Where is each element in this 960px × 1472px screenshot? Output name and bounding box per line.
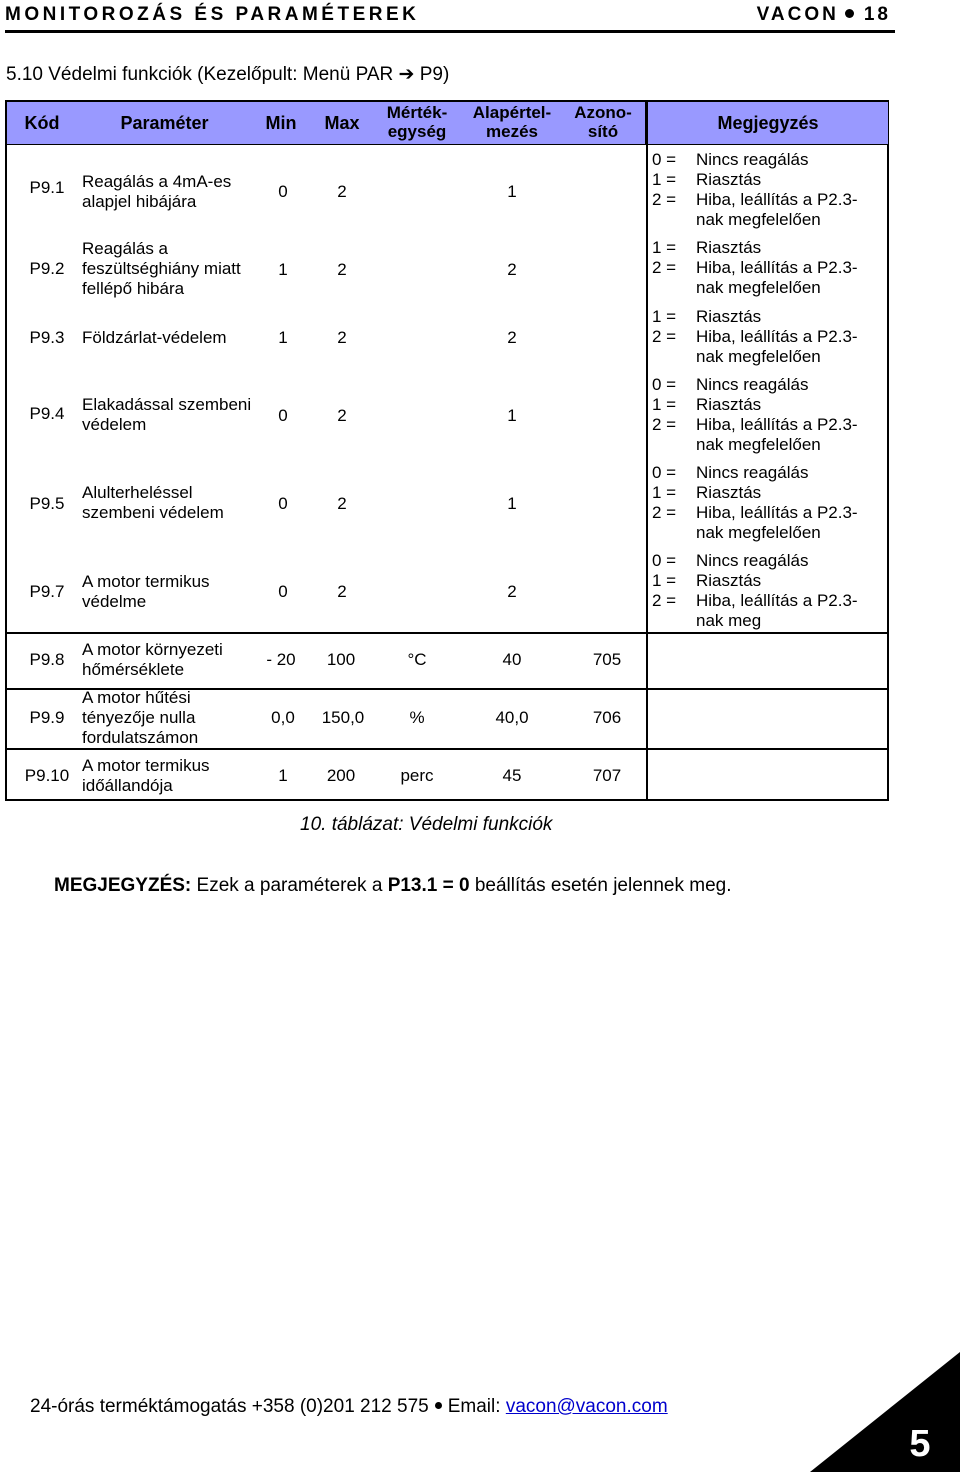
note-text: Riasztás: [696, 395, 762, 414]
note-code: 2 =: [652, 190, 677, 209]
note-text: nak megfelelően: [696, 210, 821, 229]
page-footer: [30, 1396, 668, 1418]
note-code: 2 =: [652, 258, 677, 277]
col-header-notes: Megjegyzés: [717, 113, 819, 133]
note-text: Hiba, leállítás a P2.3-: [696, 190, 858, 209]
row-max: 2: [337, 182, 347, 201]
support-text: 24-órás terméktámogatás +358 (0)201 212 575: [30, 1396, 429, 1417]
note-text: Nincs reagálás: [696, 463, 809, 482]
row-max: 2: [337, 582, 347, 601]
note-text: Nincs reagálás: [696, 375, 809, 394]
row-default: 40: [502, 650, 522, 669]
note-text: nak megfelelően: [696, 435, 821, 454]
col-header-default: Alapértel-mezés: [472, 103, 552, 141]
note-p9-5: [652, 463, 858, 543]
note-text: Riasztás: [696, 238, 762, 257]
protection-table: [5, 100, 889, 801]
row-default: 2: [507, 328, 517, 347]
note-text: Riasztás: [696, 571, 762, 590]
row-divider: [7, 632, 888, 634]
row-min: - 20: [266, 650, 296, 669]
row-divider: [7, 748, 888, 750]
chapter-badge-icon: [810, 1352, 960, 1472]
page-header: [5, 0, 895, 33]
note-code: 1 =: [652, 395, 677, 414]
row-code: P9.10: [24, 766, 70, 785]
row-code: P9.2: [29, 259, 65, 278]
note-code: 2 =: [652, 415, 677, 434]
remark: [54, 875, 732, 897]
remark-text-end: beállítás esetén jelennek meg.: [469, 875, 732, 896]
row-max: 2: [337, 494, 347, 513]
header-brand-area: [757, 4, 891, 26]
row-default: 1: [507, 406, 517, 425]
col-header-unit: Mérték-egység: [386, 103, 448, 141]
row-min: 1: [278, 328, 288, 347]
row-min: 0: [278, 182, 288, 201]
row-max: 150,0: [321, 708, 365, 727]
row-id: 707: [592, 766, 622, 785]
row-param: Elakadással szembeni védelem: [82, 395, 252, 434]
note-p9-7: [652, 551, 858, 631]
row-default: 45: [502, 766, 522, 785]
note-code: 2 =: [652, 503, 677, 522]
table-caption: 10. táblázat: Védelmi funkciók: [300, 814, 553, 835]
col-header-param: Paraméter: [120, 113, 209, 133]
remark-text: Ezek a paraméterek a: [191, 875, 388, 896]
note-code: 2 =: [652, 591, 677, 610]
row-unit: perc: [400, 766, 434, 785]
note-code: 1 =: [652, 571, 677, 590]
note-text: Riasztás: [696, 170, 762, 189]
row-code: P9.7: [29, 582, 65, 601]
note-p9-3: [652, 307, 858, 367]
note-code: 1 =: [652, 483, 677, 502]
row-param: Földzárlat-védelem: [82, 328, 227, 347]
note-p9-1: [652, 150, 858, 230]
col-header-min: Min: [265, 113, 297, 133]
note-code: 0 =: [652, 463, 677, 482]
note-code: 2 =: [652, 327, 677, 346]
note-code: 1 =: [652, 307, 677, 326]
header-brand: VACON: [756, 4, 839, 25]
note-code: 1 =: [652, 238, 677, 257]
bullet-icon: [845, 9, 854, 18]
col-header-id: Azono-sító: [574, 103, 632, 141]
note-text: Hiba, leállítás a P2.3-: [696, 591, 858, 610]
note-code: 0 =: [652, 551, 677, 570]
row-id: 706: [592, 708, 622, 727]
row-max: 2: [337, 406, 347, 425]
row-max: 100: [326, 650, 356, 669]
row-min: 0: [278, 582, 288, 601]
note-text: Hiba, leállítás a P2.3-: [696, 415, 858, 434]
bullet-icon: [435, 1402, 442, 1409]
row-max: 200: [326, 766, 356, 785]
row-default: 2: [507, 582, 517, 601]
row-unit: %: [409, 708, 425, 727]
row-min: 0: [278, 494, 288, 513]
note-text: nak megfelelően: [696, 523, 821, 542]
row-id: 705: [592, 650, 622, 669]
note-code: 1 =: [652, 170, 677, 189]
note-p9-4: [652, 375, 858, 455]
row-min: 0,0: [271, 708, 295, 727]
column-divider: [646, 102, 648, 799]
chapter-number: 5: [909, 1423, 931, 1465]
row-param: Reagálás a feszültséghiány miatt fellépő hibára: [82, 239, 241, 298]
row-max: 2: [337, 328, 347, 347]
note-text: Hiba, leállítás a P2.3-: [696, 327, 858, 346]
row-code: P9.8: [29, 650, 65, 669]
section-title: 5.10 Védelmi funkciók (Kezelőpult: Menü PAR ➔ P9): [6, 64, 450, 85]
row-param: A motor termikus időállandója: [82, 756, 210, 795]
row-min: 1: [278, 766, 288, 785]
email-link[interactable]: vacon@vacon.com: [505, 1396, 668, 1417]
row-unit: °C: [407, 650, 427, 669]
note-text: Riasztás: [696, 483, 762, 502]
note-text: Nincs reagálás: [696, 551, 809, 570]
note-text: Hiba, leállítás a P2.3-: [696, 503, 858, 522]
note-text: nak meg: [696, 611, 762, 630]
note-text: Hiba, leállítás a P2.3-: [696, 258, 858, 277]
remark-label: MEGJEGYZÉS:: [54, 875, 192, 896]
row-default: 1: [507, 182, 517, 201]
note-text: nak megfelelően: [696, 278, 821, 297]
row-max: 2: [337, 260, 347, 279]
note-p9-2: [652, 238, 858, 298]
remark-param: P13.1 = 0: [387, 875, 470, 896]
row-param: A motor hűtési tényezője nulla fordulatszámon: [82, 688, 199, 747]
row-code: P9.9: [29, 708, 65, 727]
row-code: P9.4: [29, 404, 65, 423]
note-text: nak megfelelően: [696, 347, 821, 366]
row-param: Reagálás a 4mA-es alapjel hibájára: [82, 172, 232, 211]
row-code: P9.1: [29, 178, 65, 197]
email-label: Email:: [447, 1396, 501, 1417]
note-code: 0 =: [652, 150, 677, 169]
col-header-max: Max: [324, 113, 360, 133]
row-default: 40,0: [495, 708, 529, 727]
col-header-code: Kód: [24, 113, 60, 133]
note-code: 0 =: [652, 375, 677, 394]
row-default: 2: [507, 260, 517, 279]
row-min: 1: [278, 260, 288, 279]
page-number: 18: [863, 4, 891, 25]
row-param: Alulterheléssel szembeni védelem: [82, 483, 224, 522]
row-param: A motor termikus védelme: [82, 572, 210, 611]
note-text: Nincs reagálás: [696, 150, 809, 169]
row-default: 1: [507, 494, 517, 513]
row-param: A motor környezeti hőmérséklete: [82, 640, 223, 679]
note-text: Riasztás: [696, 307, 762, 326]
row-code: P9.3: [29, 328, 65, 347]
row-min: 0: [278, 406, 288, 425]
row-code: P9.5: [29, 494, 65, 513]
header-title: MONITOROZÁS ÉS PARAMÉTEREK: [5, 4, 420, 25]
